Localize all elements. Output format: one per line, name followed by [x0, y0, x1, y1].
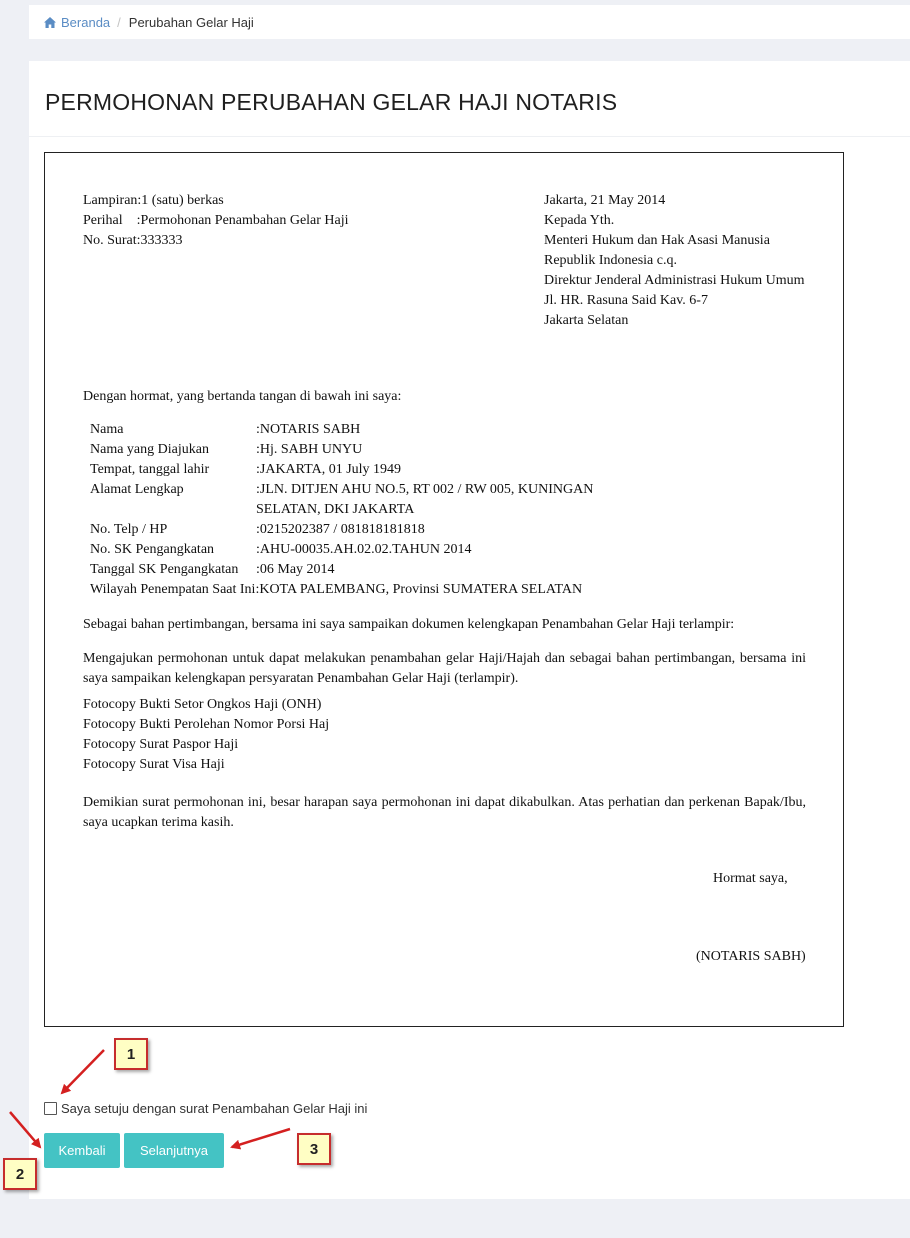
letter-subject: Perihal :Permohonan Penambahan Gelar Haji — [83, 213, 349, 228]
field-row — [90, 420, 650, 440]
field-value: :AHU-00035.AH.02.02.TAHUN 2014 — [256, 542, 472, 557]
applicant-fields — [90, 420, 650, 600]
back-button[interactable]: Kembali — [44, 1133, 120, 1168]
callout-1: 1 — [114, 1038, 148, 1070]
breadcrumb-current: Perubahan Gelar Haji — [128, 14, 254, 30]
field-row — [90, 540, 650, 560]
main-card — [29, 61, 910, 1199]
letter-closing: Hormat saya, — [713, 871, 788, 886]
callout-2: 2 — [3, 1158, 37, 1190]
recipient-line: Jl. HR. Rasuna Said Kav. 6-7 — [544, 293, 708, 308]
home-icon — [44, 17, 56, 28]
attachment-list — [83, 695, 329, 775]
letter-attachment: Lampiran:1 (satu) berkas — [83, 193, 224, 208]
breadcrumb-separator: / — [117, 14, 121, 30]
field-label: No. SK Pengangkatan — [90, 542, 215, 557]
letter-paragraph-3: Demikian surat permohonan ini, besar harapan saya permohonan ini dapat dikabulkan. Atas perhatian dan perkenan Bapak/Ibu, saya ucapkan terima kasih. — [83, 795, 806, 830]
letter-paragraph-2: Mengajukan permohonan untuk dapat melakukan penambahan gelar Haji/Hajah dan sebagai bahan pertimbangan, bersama ini saya sampaikan kelengkapan persyaratan Penambahan Gelar Haji (terlampir). — [83, 651, 806, 686]
field-label: Nama yang Diajukan — [90, 442, 209, 457]
field-label: No. Telp / HP — [90, 522, 168, 537]
recipient-line: Republik Indonesia c.q. — [544, 253, 677, 268]
agreement-checkbox[interactable] — [44, 1102, 57, 1115]
field-label: Wilayah Penempatan Saat Ini — [90, 582, 256, 597]
letter-greeting: Dengan hormat, yang bertanda tangan di bawah ini saya: — [83, 389, 402, 404]
callout-3: 3 — [297, 1133, 331, 1165]
attachment-item: Fotocopy Surat Visa Haji — [83, 757, 225, 772]
letter-paragraph-1: Sebagai bahan pertimbangan, bersama ini saya sampaikan dokumen kelengkapan Penambahan Gelar Haji terlampir: — [83, 617, 735, 632]
field-row — [90, 460, 650, 480]
agreement-label[interactable]: Saya setuju dengan surat Penambahan Gelar Haji ini — [61, 1101, 368, 1116]
field-value: :0215202387 / 081818181818 — [256, 522, 425, 537]
field-label: Tanggal SK Pengangkatan — [90, 562, 239, 577]
recipient-line: Direktur Jenderal Administrasi Hukum Umum — [544, 273, 805, 288]
field-row — [90, 560, 650, 580]
recipient-line: Menteri Hukum dan Hak Asasi Manusia — [544, 233, 770, 248]
title-divider — [29, 136, 910, 137]
breadcrumb-home-label[interactable]: Beranda — [61, 14, 111, 30]
field-label: Nama — [90, 422, 124, 437]
letter-signature: (NOTARIS SABH) — [696, 949, 806, 964]
attachment-item: Fotocopy Surat Paspor Haji — [83, 737, 239, 752]
field-row — [90, 580, 650, 600]
agreement-row[interactable] — [44, 1101, 367, 1116]
field-row — [90, 520, 650, 540]
recipient-line: Kepada Yth. — [544, 213, 615, 228]
field-value: :JLN. DITJEN AHU NO.5, RT 002 / RW 005, KUNINGAN SELATAN, DKI JAKARTA — [256, 482, 594, 517]
field-value: :06 May 2014 — [256, 562, 335, 577]
attachment-item: Fotocopy Bukti Perolehan Nomor Porsi Haj — [83, 717, 330, 732]
attachment-item: Fotocopy Bukti Setor Ongkos Haji (ONH) — [83, 697, 322, 712]
page-title: PERMOHONAN PERUBAHAN GELAR HAJI NOTARIS — [45, 89, 618, 115]
letter-preview — [44, 152, 844, 1027]
field-value: :NOTARIS SABH — [256, 422, 361, 437]
field-row — [90, 480, 650, 520]
field-value: :Hj. SABH UNYU — [256, 442, 363, 457]
letter-date: Jakarta, 21 May 2014 — [544, 193, 666, 208]
breadcrumb-home-link[interactable] — [44, 15, 110, 30]
letter-recipient — [544, 191, 805, 331]
next-button[interactable]: Selanjutnya — [124, 1133, 224, 1168]
field-row — [90, 440, 650, 460]
breadcrumb — [29, 5, 910, 39]
recipient-line: Jakarta Selatan — [544, 313, 629, 328]
field-label: Tempat, tanggal lahir — [90, 462, 210, 477]
field-value: :KOTA PALEMBANG, Provinsi SUMATERA SELATAN — [255, 582, 583, 597]
letter-number: No. Surat:333333 — [83, 233, 183, 248]
field-label: Alamat Lengkap — [90, 482, 184, 497]
field-value: :JAKARTA, 01 July 1949 — [256, 462, 402, 477]
letter-meta-left — [83, 191, 349, 251]
